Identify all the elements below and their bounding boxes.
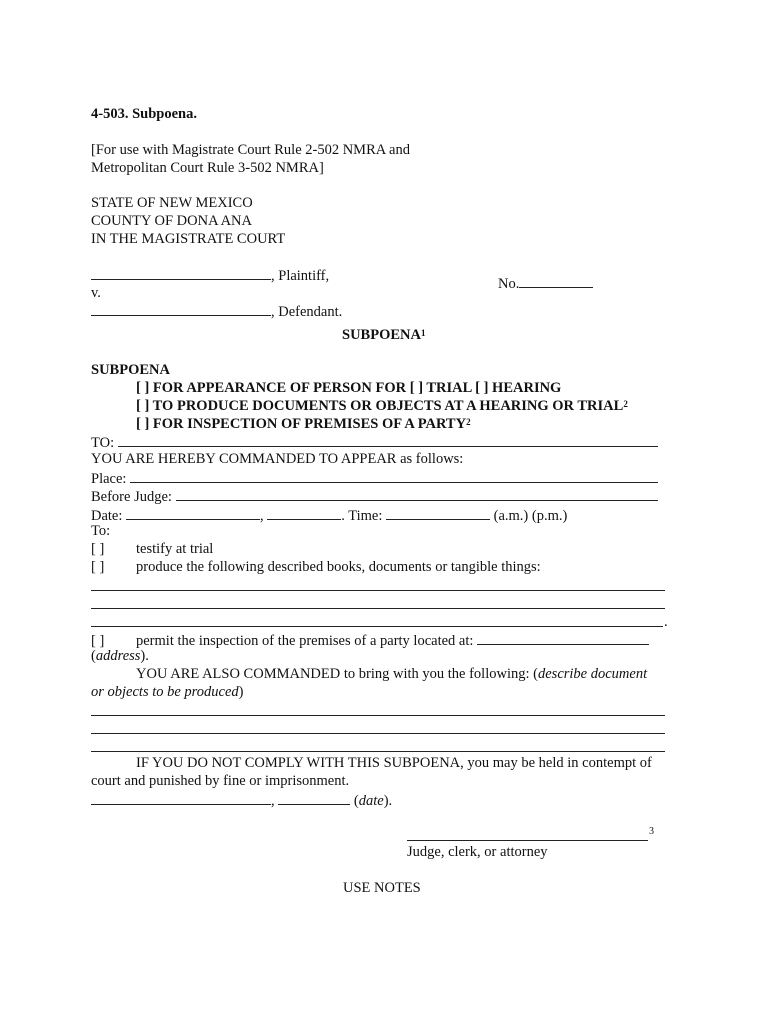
- commanded-text: YOU ARE HEREBY COMMANDED TO APPEAR as follows:: [91, 451, 464, 467]
- time-blank[interactable]: [386, 506, 490, 520]
- option-appearance[interactable]: [ ] FOR APPEARANCE OF PERSON FOR [ ] TRIAL [ ] HEARING: [136, 380, 562, 396]
- form-heading: 4-503. Subpoena.: [91, 106, 197, 122]
- defendant-blank[interactable]: [91, 302, 271, 316]
- rule-note-line-1: [For use with Magistrate Court Rule 2-502 NMRA and: [91, 142, 410, 158]
- to-label: TO:: [91, 435, 115, 451]
- sign-place-blank[interactable]: [91, 791, 271, 805]
- year-blank[interactable]: [267, 506, 341, 520]
- sign-comma: ,: [271, 793, 275, 809]
- sign-date-line: , (date).: [91, 791, 392, 810]
- date-comma: ,: [260, 508, 264, 524]
- time-label: . Time:: [341, 508, 383, 524]
- court-state: STATE OF NEW MEXICO: [91, 195, 253, 211]
- use-notes-heading: USE NOTES: [343, 880, 421, 896]
- court-county: COUNTY OF DONA ANA: [91, 213, 252, 229]
- also-close: ): [238, 684, 244, 700]
- plaintiff-blank[interactable]: [91, 266, 271, 280]
- also-italic-a: describe document: [537, 666, 648, 682]
- produce-row: [91, 559, 541, 576]
- produce-text: produce the following described books, documents or tangible things:: [136, 559, 541, 575]
- defendant-line: [91, 302, 342, 321]
- subpoena-subheading: SUBPOENA: [91, 362, 170, 378]
- bring-blank-line-2[interactable]: [91, 733, 665, 734]
- address-word: address: [95, 648, 141, 664]
- plaintiff-line: [91, 266, 329, 285]
- option-produce-text: [ ] TO PRODUCE DOCUMENTS OR OBJECTS AT A HEARING OR TRIAL: [136, 398, 624, 414]
- versus-text: v.: [91, 285, 101, 301]
- place-blank[interactable]: [130, 469, 658, 483]
- plaintiff-label: , Plaintiff,: [271, 268, 330, 284]
- option-produce[interactable]: [136, 398, 628, 415]
- option-produce-footnote: 2: [623, 399, 628, 409]
- produce-period: .: [664, 614, 668, 630]
- rule-note-line-2: Metropolitan Court Rule 3-502 NMRA]: [91, 160, 324, 176]
- defendant-label: , Defendant.: [271, 304, 343, 320]
- option-inspection-text: [ ] FOR INSPECTION OF PREMISES OF A PARTY: [136, 416, 467, 432]
- to-line: [91, 433, 658, 452]
- testify-checkbox[interactable]: [ ]: [91, 541, 105, 557]
- judge-blank[interactable]: [176, 487, 658, 501]
- warning-line-2: court and punished by fine or imprisonment.: [91, 773, 350, 789]
- title-footnote: 1: [420, 328, 426, 338]
- produce-blank-line-1[interactable]: [91, 590, 665, 591]
- also-italic-b: or objects to be produced: [91, 684, 239, 700]
- produce-checkbox[interactable]: [ ]: [91, 559, 105, 575]
- signer-label: Judge, clerk, or attorney: [407, 844, 548, 860]
- also-text: YOU ARE ALSO COMMANDED to bring with you the following: (: [136, 666, 538, 682]
- date-blank[interactable]: [126, 506, 260, 520]
- address-label: (address).: [91, 648, 149, 664]
- court-name: IN THE MAGISTRATE COURT: [91, 231, 286, 247]
- premises-blank[interactable]: [477, 631, 649, 645]
- subpoena-title-text: SUBPOENA: [342, 327, 421, 343]
- also-commanded-line-1: [136, 666, 647, 683]
- judge-label: Before Judge:: [91, 489, 172, 505]
- subpoena-title: [342, 327, 425, 344]
- also-commanded-line-2: [91, 684, 244, 701]
- place-line: [91, 469, 658, 488]
- signature-footnote: 3: [649, 826, 654, 837]
- sign-date-blank[interactable]: [278, 791, 350, 805]
- place-label: Place:: [91, 471, 127, 487]
- to-blank[interactable]: [118, 433, 658, 447]
- permit-row: [91, 631, 649, 650]
- bring-blank-line-1[interactable]: [91, 715, 665, 716]
- testify-row: [91, 541, 213, 558]
- date-label: Date:: [91, 508, 123, 524]
- bring-blank-line-3[interactable]: [91, 751, 665, 752]
- sign-date-word: date: [358, 793, 384, 809]
- permit-checkbox[interactable]: [ ]: [91, 633, 105, 649]
- case-no-label: No.: [498, 276, 520, 292]
- produce-blank-line-3[interactable]: [91, 626, 663, 627]
- option-inspection-footnote: 2: [466, 417, 471, 427]
- case-number-blank[interactable]: [519, 274, 593, 288]
- warning-line-1: IF YOU DO NOT COMPLY WITH THIS SUBPOENA, you may be held in contempt of: [136, 755, 652, 771]
- signature-line[interactable]: [407, 840, 648, 841]
- to-secondary-label: To:: [91, 523, 111, 539]
- permit-text: permit the inspection of the premises of a party located at:: [136, 633, 474, 649]
- produce-blank-line-2[interactable]: [91, 608, 665, 609]
- judge-line: [91, 487, 658, 506]
- am-pm-label: (a.m.) (p.m.): [493, 508, 568, 524]
- case-number-line: [498, 274, 593, 293]
- testify-text: testify at trial: [136, 541, 214, 557]
- date-time-line: [91, 506, 567, 525]
- option-inspection[interactable]: [136, 416, 471, 433]
